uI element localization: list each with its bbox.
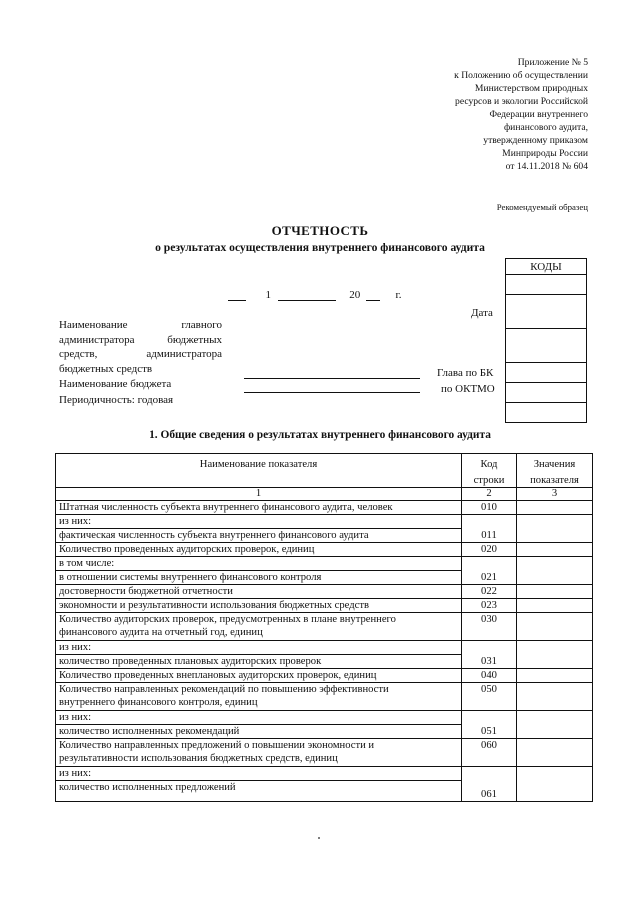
table-row — [56, 711, 593, 725]
row-sub-label: из них: — [56, 711, 462, 725]
table-row — [56, 543, 593, 557]
table-row — [56, 515, 593, 529]
codes-label: КОДЫ — [506, 259, 587, 275]
table-row — [56, 585, 593, 599]
row-name: количество исполненных рекомендаций — [56, 725, 462, 739]
row-name: Количество проведенных внеплановых аудиторских проверок, единиц — [56, 669, 462, 683]
table-row — [56, 641, 593, 655]
codes-cell-chapter-bk[interactable] — [506, 363, 587, 383]
row-name: Штатная численность субъекта внутреннего финансового аудита, человек — [56, 501, 462, 515]
table-row — [56, 725, 593, 739]
budget-name-field-line[interactable] — [244, 392, 420, 393]
chapter-bk-label: Глава по БК — [437, 367, 494, 379]
table-row — [56, 739, 593, 767]
table-row — [56, 599, 593, 613]
appendix-block — [348, 56, 588, 173]
row-code: 020 — [462, 543, 517, 557]
report-title: ОТЧЕТНОСТЬ — [271, 223, 369, 238]
row-name: Количество направленных рекомендаций по повышению эффективности внутреннего финансового контроля, единиц — [56, 683, 462, 711]
row-name: в отношении системы внутреннего финансового контроля — [56, 571, 462, 585]
row-value-cell[interactable] — [517, 613, 593, 641]
row-sub-label: в том числе: — [56, 557, 462, 571]
date-day-blank[interactable] — [228, 288, 246, 301]
appendix-line: Минприроды России — [502, 148, 588, 159]
appendix-line: ресурсов и экологии Российской — [455, 96, 588, 107]
date-day: 1 — [265, 289, 271, 301]
row-code: 061 — [462, 781, 517, 802]
row-value-cell[interactable] — [517, 571, 593, 585]
row-name: фактическая численность субъекта внутреннего финансового аудита — [56, 529, 462, 543]
appendix-line: финансового аудита, — [503, 122, 588, 133]
row-name: Количество аудиторских проверок, предусмотренных в плане внутреннего финансового аудита на отчетный год, единиц — [56, 613, 462, 641]
row-value-cell[interactable] — [517, 529, 593, 543]
row-value-cell[interactable] — [517, 739, 593, 767]
date-year-suffix: г. — [395, 289, 402, 301]
row-value-cell[interactable] — [517, 683, 593, 711]
row-value-cell[interactable] — [517, 669, 593, 683]
table-row — [56, 501, 593, 515]
table-row — [56, 613, 593, 641]
report-date-line — [228, 288, 402, 301]
table-row — [56, 767, 593, 781]
appendix-line: Министерством природных — [474, 83, 588, 94]
col-number: 1 — [56, 488, 462, 501]
report-subtitle: о результатах осуществления внутреннего финансового аудита — [155, 241, 485, 254]
codes-cell-admin[interactable] — [506, 329, 587, 363]
table-row — [56, 571, 593, 585]
codes-cell-oktmo[interactable] — [506, 383, 587, 403]
appendix-line: к Положению об осуществлении — [454, 70, 588, 81]
column-numbers-row — [56, 488, 593, 501]
table-row — [56, 669, 593, 683]
codes-cell-form[interactable] — [506, 275, 587, 295]
col-header-name: Наименование показателя — [56, 454, 462, 488]
row-value-cell[interactable] — [517, 599, 593, 613]
col-number: 3 — [517, 488, 593, 501]
date-year-blank[interactable] — [366, 288, 380, 301]
date-year-prefix: 20 — [349, 289, 361, 301]
appendix-line: от 14.11.2018 № 604 — [505, 161, 588, 172]
date-month-blank[interactable] — [278, 288, 336, 301]
codes-cell-date[interactable] — [506, 295, 587, 329]
codes-cell-periodicity[interactable] — [506, 403, 587, 423]
row-value-cell[interactable] — [517, 781, 593, 802]
table-row — [56, 655, 593, 669]
row-value-cell[interactable] — [517, 501, 593, 515]
row-value-cell[interactable] — [517, 725, 593, 739]
row-code: 031 — [462, 655, 517, 669]
row-code: 023 — [462, 599, 517, 613]
row-value-cell[interactable] — [517, 655, 593, 669]
appendix-line: Федерации внутреннего — [489, 109, 588, 120]
appendix-line: Приложение № 5 — [517, 57, 588, 68]
row-code: 022 — [462, 585, 517, 599]
scan-speck — [318, 837, 320, 839]
row-name: экономности и результативности использования бюджетных средств — [56, 599, 462, 613]
row-value-cell[interactable] — [517, 543, 593, 557]
col-header-value: Значения показателя — [517, 454, 593, 488]
row-code: 021 — [462, 571, 517, 585]
row-sub-label: из них: — [56, 515, 462, 529]
sample-note: Рекомендуемый образец — [496, 202, 588, 212]
table-header-row — [56, 454, 593, 488]
date-label: Дата — [471, 307, 493, 319]
table-row — [56, 557, 593, 571]
table-row — [56, 529, 593, 543]
row-value-cell[interactable] — [517, 585, 593, 599]
col-number: 2 — [462, 488, 517, 501]
admin-name-field-line[interactable] — [244, 378, 420, 379]
row-name: количество проведенных плановых аудиторских проверок — [56, 655, 462, 669]
row-name: достоверности бюджетной отчетности — [56, 585, 462, 599]
section-1-title: 1. Общие сведения о результатах внутреннего финансового аудита — [149, 429, 491, 441]
appendix-line: утвержденному приказом — [483, 135, 588, 146]
row-code: 050 — [462, 683, 517, 711]
row-code: 060 — [462, 739, 517, 767]
row-name: Количество направленных предложений о повышении экономности и результативности использования бюджетных средств, единиц — [56, 739, 462, 767]
admin-name-label: Наименование главного администратора бюджетных средств, администратора бюджетных средств — [59, 319, 222, 375]
row-code: 030 — [462, 613, 517, 641]
col-header-code: Код строки — [462, 454, 517, 488]
budget-name-label: Наименование бюджета — [59, 378, 172, 390]
row-name: количество исполненных предложений — [56, 781, 462, 802]
table-row — [56, 781, 593, 802]
row-code: 040 — [462, 669, 517, 683]
table-row — [56, 683, 593, 711]
periodicity-label: Периодичность: годовая — [59, 394, 174, 406]
codes-box — [505, 258, 587, 423]
row-name: Количество проведенных аудиторских проверок, единиц — [56, 543, 462, 557]
row-code: 051 — [462, 725, 517, 739]
oktmo-label: по ОКТМО — [441, 383, 495, 395]
indicators-table — [55, 453, 593, 802]
row-code: 010 — [462, 501, 517, 515]
row-sub-label: из них: — [56, 641, 462, 655]
row-code: 011 — [462, 529, 517, 543]
row-sub-label: из них: — [56, 767, 462, 781]
